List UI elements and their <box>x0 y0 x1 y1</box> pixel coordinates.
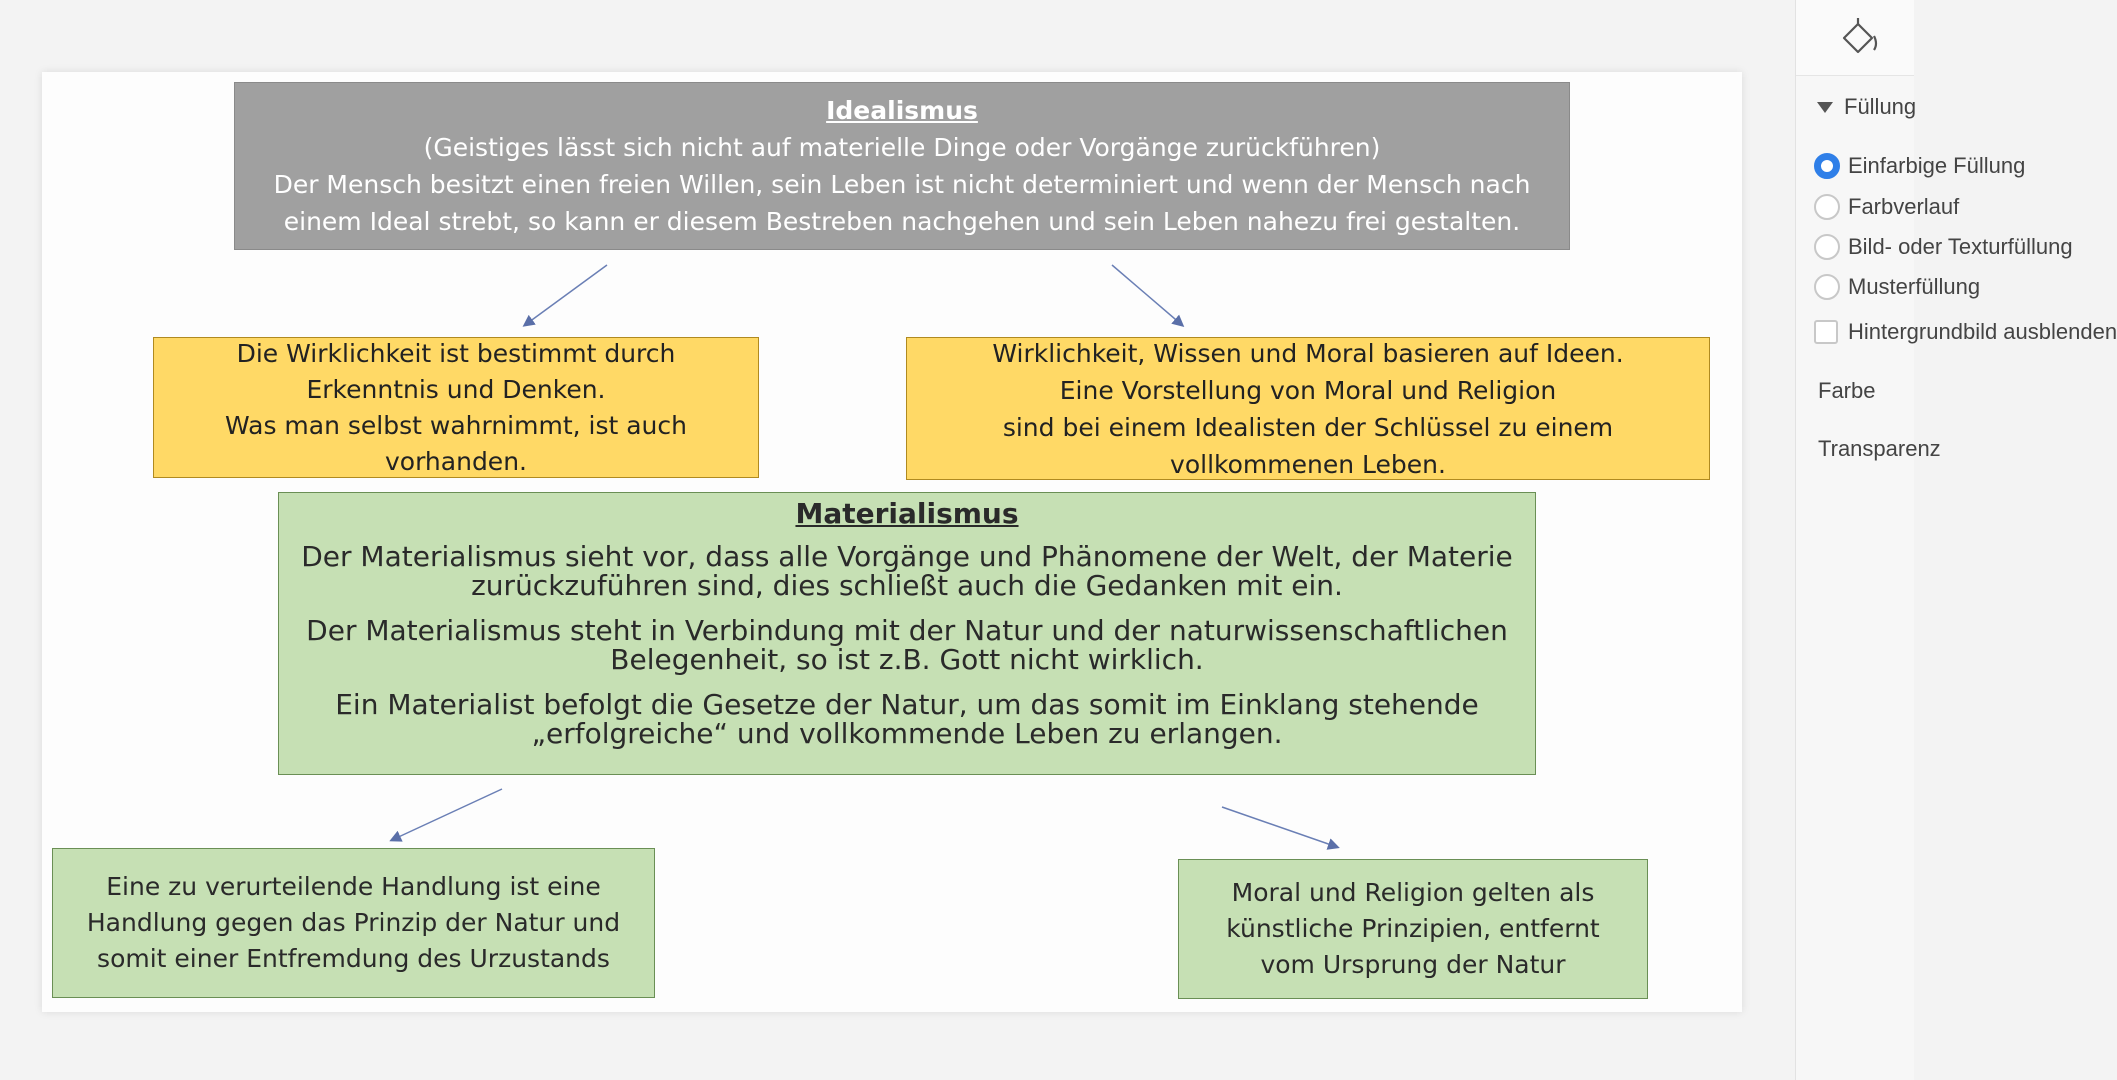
box-line: Wirklichkeit, Wissen und Moral basieren auf Ideen. <box>992 338 1624 368</box>
materialismus-line: zurückzuführen sind, dies schließt auch die Gedanken mit ein. <box>471 569 1343 602</box>
box-line: Moral und Religion gelten als <box>1231 878 1595 907</box>
box-line: Die Wirklichkeit ist bestimmt durch <box>236 338 676 368</box>
idealismus-subtitle: (Geistiges lässt sich nicht auf materielle Dinge oder Vorgänge zurückführen) <box>423 133 1381 162</box>
materialismus-right-box[interactable] <box>1178 859 1648 999</box>
option-label: Musterfüllung <box>1848 274 1981 299</box>
option-label: Farbverlauf <box>1848 194 1960 219</box>
checkbox-label: Hintergrundbild ausblenden <box>1848 319 2117 344</box>
idealismus-box[interactable] <box>234 82 1570 250</box>
option-label: Bild- oder Texturfüllung <box>1848 234 2073 259</box>
box-line: Was man selbst wahrnimmt, ist auch <box>225 410 687 440</box>
box-line: künstliche Prinzipien, entfernt <box>1226 914 1600 943</box>
materialismus-title: Materialismus <box>795 497 1019 530</box>
materialismus-line: „erfolgreiche“ und vollkommende Leben zu erlangen. <box>531 717 1283 750</box>
radio-button[interactable] <box>1814 194 1840 220</box>
box-line: Handlung gegen das Prinzip der Natur und <box>86 908 621 937</box>
idealismus-right-box[interactable] <box>906 337 1710 480</box>
arrow-idealismus-right <box>1112 265 1182 325</box>
paint-bucket-icon[interactable] <box>1836 14 1886 60</box>
format-panel <box>1795 0 2117 1080</box>
color-label: Farbe <box>1818 378 1876 403</box>
idealismus-title: Idealismus <box>826 96 978 125</box>
materialismus-box[interactable] <box>278 492 1536 775</box>
section-label: Füllung <box>1844 94 1917 119</box>
materialismus-line: Der Materialismus sieht vor, dass alle Vorgänge und Phänomene der Welt, der Materie <box>301 540 1513 573</box>
materialismus-line: Ein Materialist befolgt die Gesetze der Natur, um das somit im Einklang stehende <box>335 688 1479 721</box>
idealismus-line: Der Mensch besitzt einen freien Willen, sein Leben ist nicht determiniert und wenn der Mensch nach <box>273 170 1531 199</box>
box-line: Eine zu verurteilende Handlung ist eine <box>106 872 601 901</box>
materialismus-line: Belegenheit, so ist z.B. Gott nicht wirklich. <box>610 643 1204 676</box>
fill-option-pattern[interactable] <box>1814 274 1980 300</box>
checkbox[interactable] <box>1814 320 1838 344</box>
transparency-label: Transparenz <box>1818 436 1941 461</box>
arrow-idealismus-left <box>525 265 607 325</box>
box-line: vollkommenen Leben. <box>1170 449 1446 479</box>
triangle-down-icon <box>1816 100 1834 114</box>
materialismus-left-box[interactable] <box>52 848 655 998</box>
option-label: Einfarbige Füllung <box>1848 153 2026 178</box>
panel-toolbar <box>1796 0 1914 76</box>
idealismus-left-box[interactable] <box>153 337 759 478</box>
fill-option-solid[interactable] <box>1814 153 2025 179</box>
box-line: Erkenntnis und Denken. <box>306 374 606 404</box>
box-line: sind bei einem Idealisten der Schlüssel zu einem <box>1002 412 1614 442</box>
materialismus-line: Der Materialismus steht in Verbindung mit der Natur und der naturwissenschaftlichen <box>306 614 1508 647</box>
radio-selected[interactable] <box>1814 153 1840 179</box>
arrow-materialismus-right <box>1222 807 1337 847</box>
box-line: vorhanden. <box>385 446 527 476</box>
fill-option-gradient[interactable] <box>1814 194 1959 220</box>
radio-button[interactable] <box>1814 274 1840 300</box>
fill-section-header[interactable] <box>1816 94 1916 120</box>
hide-background-checkbox[interactable] <box>1814 319 2117 345</box>
idealismus-line: einem Ideal strebt, so kann er diesem Bestreben nachgehen und sein Leben nahezu frei gestalten. <box>283 207 1521 236</box>
arrow-materialismus-left <box>392 789 502 840</box>
box-line: somit einer Entfremdung des Urzustands <box>97 944 610 973</box>
radio-button[interactable] <box>1814 234 1840 260</box>
slide-canvas <box>42 72 1742 1012</box>
fill-option-picture[interactable] <box>1814 234 2073 260</box>
box-line: vom Ursprung der Natur <box>1260 950 1566 979</box>
box-line: Eine Vorstellung von Moral und Religion <box>1059 375 1557 405</box>
